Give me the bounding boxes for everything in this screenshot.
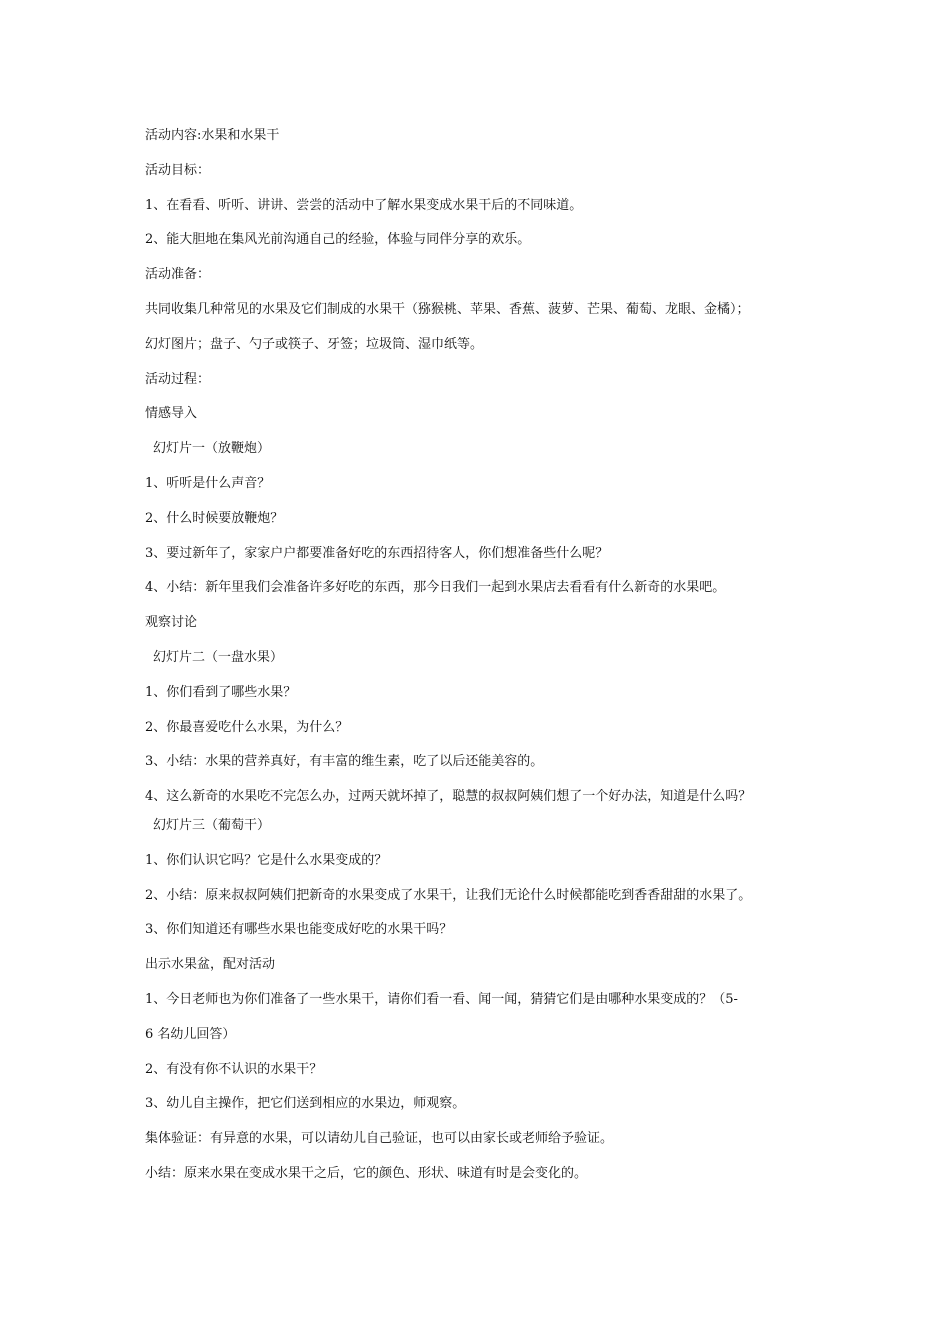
process-item: 3、要过新年了，家家户户都要准备好吃的东西招待客人，你们想准备些什么呢？ (145, 545, 609, 561)
process-item: 4、这么新奇的水果吃不完怎么办，过两天就坏掉了，聪慧的叔叔阿姨们想了一个好办法，知道是什么吗？ (145, 789, 752, 805)
activity-preparation-heading: 活动准备： (145, 267, 211, 283)
goal-item: 1、在看看、听听、讲讲、尝尝的活动中了解水果变成水果干后的不同味道。 (145, 197, 583, 213)
process-item: 3、幼儿自主操作，把它们送到相应的水果边，师观察。 (145, 1096, 466, 1112)
process-item: 2、什么时候要放鞭炮？ (145, 510, 284, 526)
document-body (145, 126, 825, 1199)
process-item: 2、小结：原来叔叔阿姨们把新奇的水果变成了水果干，让我们无论什么时候都能吃到香香甜甜的水果了。 (145, 887, 752, 903)
verification-text: 集体验证：有异意的水果，可以请幼儿自己验证，也可以由家长或老师给予验证。 (145, 1131, 614, 1147)
process-item: 3、你们知道还有哪些水果也能变成好吃的水果干吗？ (145, 922, 453, 938)
preparation-item: 幻灯图片；盘子、勺子或筷子、牙签；垃圾筒、湿巾纸等。 (145, 336, 484, 352)
process-item: 1、今日老师也为你们准备了一些水果干，请你们看一看、闻一闻，猜猜它们是由哪种水果变成的？（5- (145, 991, 738, 1007)
goal-item: 2、能大胆地在集风光前沟通自己的经验，体验与同伴分享的欢乐。 (145, 232, 531, 248)
section-heading: 观察讨论 (145, 615, 198, 631)
activity-content-heading: 活动内容:水果和水果干 (145, 128, 280, 143)
process-item: 1、听听是什么声音？ (145, 475, 271, 491)
process-item: 1、你们认识它吗？它是什么水果变成的？ (145, 852, 388, 868)
section-heading: 出示水果盆，配对活动 (145, 957, 276, 973)
preparation-item: 共同收集几种常见的水果及它们制成的水果干（猕猴桃、苹果、香蕉、菠萝、芒果、葡萄、龙眼、金橘）； (145, 301, 750, 317)
process-item: 1、你们看到了哪些水果？ (145, 684, 297, 700)
activity-goals-heading: 活动目标： (145, 162, 211, 178)
process-item: 2、你最喜爱吃什么水果，为什么？ (145, 719, 349, 735)
process-item-continuation: 6 名幼儿回答） (145, 1026, 236, 1042)
summary-text: 小结：原来水果在变成水果干之后，它的颜色、形状、味道有时是会变化的。 (145, 1165, 588, 1181)
slide-title: 幻灯片三（葡萄干） (153, 817, 271, 833)
process-item: 4、小结：新年里我们会准备许多好吃的东西，那今日我们一起到水果店去看看有什么新奇的水果吧。 (145, 580, 726, 596)
slide-title: 幻灯片一（放鞭炮） (153, 441, 271, 457)
process-item: 3、小结：水果的营养真好，有丰富的维生素，吃了以后还能美容的。 (145, 754, 544, 770)
activity-process-heading: 活动过程： (145, 371, 211, 387)
section-heading: 情感导入 (145, 406, 198, 422)
process-item: 2、有没有你不认识的水果干？ (145, 1061, 323, 1077)
slide-title: 幻灯片二（一盘水果） (153, 649, 284, 665)
